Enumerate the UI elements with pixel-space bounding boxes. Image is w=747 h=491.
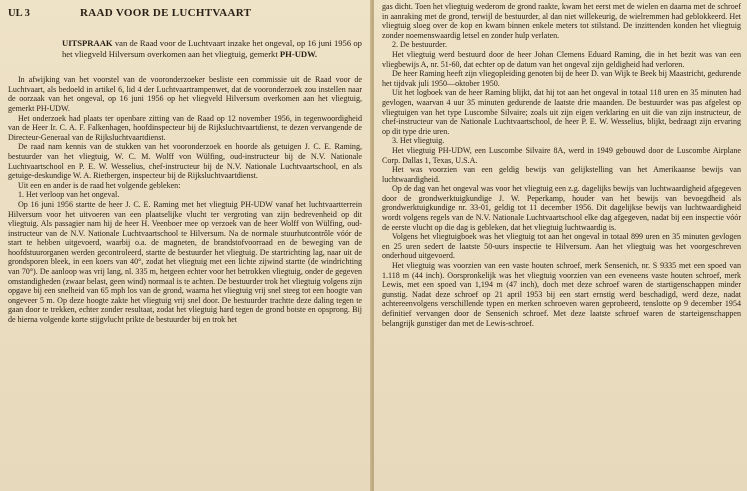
section-heading: 3. Het vliegtuig. bbox=[392, 136, 445, 146]
page-number: UL 3 bbox=[8, 8, 30, 19]
paragraph: De heer Raming heeft zijn vliegopleiding genoten bij de heer D. van Wijk te Beek bij Maastricht, gedurende het tijdvak juli 1950—oktober 1950. bbox=[382, 69, 741, 88]
paragraph: Het onderzoek had plaats ter openbare zitting van de Raad op 12 november 1956, in tegenwoordigheid van de Heer Ir. C. A. F. Falkenhagen, hoofdinspecteur bij de Rijksluchtvaartdienst, te dezen vervangende de Directeur-Generaal van de Rijksluchtvaartdienst. bbox=[8, 113, 362, 142]
verdict-intro bbox=[62, 38, 362, 59]
paragraph: gas dicht. Toen het vliegtuig wederom de grond raakte, kwam het eerst met de wielen en daarna met de schroef in aanraking met de grond, terwijl de bestuurder, al dan niet willekeurig, de wielremmen had geblokkeerd. Het vliegtuig sloeg over de kop en kwam binnen enkele meters tot stilstand. De inzittenden konden het vliegtuig zonder noemenswaardig letsel en zonder hulp verlaten. bbox=[382, 2, 741, 40]
paragraph: Op 16 juni 1956 startte de heer J. C. E. Raming met het vliegtuig PH-UDW vanaf het luchtvaartterrein Hilversum voor het uitvoeren van een plaatselijke vlucht ter vergroting van zijn bedrevenheid op dit vliegtuig. Als passagier nam hij de heer H. Veenboer mee op verzoek van de heer Wolff von Wülfing, oud-instructeur van de N.V. Nationale Luchtvaartschool te Hilversum. Na de normale stuurhutcontrôle vóór de start te hebben uitgevoerd, waarbij o.a. de magneten, de brandstofvoorraad en de beweging van de hoofdstuurorganen werden gecontroleerd, startte de bestuurder het vliegtuig. De startrichting lag, naar uit de grondsporen bleek, in een koers van 40°, zodat het vliegtuig met een lichte zijwind startte (de windrichting van 70°). De aanloop was vrij lang, nl. 335 m, hetgeen echter voor het betrokken vliegtuig, onder de gegeven omstandigheden (zwaar belast, geen wind) normaal is te achten. De bestuurder trok het vliegtuig volgens zijn opgave bij een snelheid van 65 mph los van de grond, waarna het vliegtuig vrij snel steeg tot een hoogte van ongeveer 5 m. Op deze hoogte zakte het vliegtuig vrij snel door. De bestuurder trachtte deze daling tegen te gaan door te trekken, echter zonder resultaat, zodat het vliegtuig hard tegen de grond botste en opsprong. Bij de hierna volgende korte stijgvlucht prikte de bestuurder bij en trok het bbox=[8, 199, 362, 325]
right-page bbox=[374, 0, 747, 491]
paragraph: Het was voorzien van een geldig bewijs van gelijkstelling van het Amerikaanse bewijs van luchtwaardigheid. bbox=[382, 165, 741, 184]
section-heading: 2. De bestuurder. bbox=[392, 40, 447, 50]
section-heading: 1. Het verloop van het ongeval. bbox=[18, 190, 120, 200]
paragraph: De raad nam kennis van de stukken van het vooronderzoek en hoorde als getuigen J. C. E. Raming, bestuurder van het vliegtuig, W. C. M. Wolff von Wülfing, oud-instructeur bij de N.V. Nationale Luchtvaartschool en P. E. W. Wesselius, chef-instructeur bij de N.V. Nationale Luchtvaartschool, en als getuige-deskundige W. A. Rietbergen, inspecteur bij de Rijksluchtvaartdienst. bbox=[8, 142, 362, 181]
verdict-label: UITSPRAAK bbox=[62, 38, 113, 48]
running-head bbox=[8, 2, 362, 24]
paragraph: Op de dag van het ongeval was voor het vliegtuig een z.g. dagelijks bewijs van luchtwaardigheid afgegeven door de grondwerktuigkundige J. W. Peperkamp, houder van het bewijs van bevoegdheid als grondwerktuigkundige nr. 33-01, geldig tot 11 december 1956. Dit dagelijkse bewijs van luchtwaardigheid wordt volgens regels van de N.V. Nationale Luchtvaartschool elke dag afgegeven, nadat bij een inspectie vóór de eerste vlucht op die dag is gebleken, dat het vliegtuig luchtwaardig is. bbox=[382, 184, 741, 232]
paragraph: Het vliegtuig werd bestuurd door de heer Johan Clemens Eduard Raming, die in het bezit was van een vliegbewijs A, nr. 51-60, dat echter op de datum van het ongeval zijn geldigheid had verloren. bbox=[382, 49, 741, 69]
verdict-registration: PH-UDW. bbox=[279, 48, 318, 59]
verdict-text: van de Raad voor de Luchtvaart inzake het ongeval, op 16 juni 1956 op het vliegveld Hilversum overkomen aan het vliegtuig, gemerkt bbox=[62, 38, 362, 59]
paragraph: Uit een en ander is de raad het volgende gebleken: bbox=[18, 180, 181, 190]
left-page bbox=[0, 0, 372, 491]
paragraph: Het vliegtuig PH-UDW, een Luscombe Silvaire 8A, werd in 1949 gebouwd door de Luscombe Airplane Corp. Dallas 1, Texas, U.S.A. bbox=[382, 145, 741, 165]
paragraph: Het vliegtuig was voorzien van een vaste houten schroef, merk Sensenich, nr. S 9335 met een spoed van 1.118 m (44 inch). Oorspronkelijk was het vliegtuig voorzien van een eveneens vaste houten schroef, merk Lewis, met een spoed van 1,194 m (47 inch), doch met deze schroef waren de startigenschappen minder gunstig. Nadat deze schroef op 21 april 1953 bij een start ernstig werd beschadigd, werd deze, nadat achtereenvolgens verschillende typen en merken schroeven waren geprobeerd, tenslotte op 9 december 1954 definitief vervangen door de Sensenich schroef. Met deze laatste schroef waren de starteigenschappen belangrijk gunstiger dan met de Lewis-schroef. bbox=[382, 261, 741, 328]
paragraph: Uit het logboek van de heer Raming blijkt, dat hij tot aan het ongeval in totaal 118 uren en 35 minuten had gevlogen, waarvan 4 uur 35 minuten gedurende de laatste drie maanden. De bestuurder was pas afgelest op vliegtuigen van het type Luscombe Silvaire; zoals uit zijn eigen verklaring en uit die van zijn instructeur, de chef-instructeur van de Nationale Luchtvaartschool, de heer P. E. W. Wesselius, blijkt, bedraagt zijn ervaring op dit type drie uren. bbox=[382, 88, 741, 136]
page-heading: RAAD VOOR DE LUCHTVAART bbox=[80, 7, 252, 19]
paragraph: In afwijking van het voorstel van de vooronderzoeker besliste een commissie uit de Raad voor de Luchtvaart, als bedoeld in artikel 6, lid 4 der Luchtvaartrampenwet, dat de vooronderzoek zou instellen naar de oorzaak van het ongeval, op 16 juni 1956 op het vliegveld Hilversum overkomen aan het vliegtuig, gemerkt PH-UDW. bbox=[8, 75, 362, 113]
paragraph: Volgens het vliegtuigboek was het vliegtuig tot aan het ongeval in totaal 899 uren en 35 minuten gevlogen en 25 uren sedert de laatste 50-uurs inspectie te Hilversum. Aan het vliegtuig was het voorgeschreven onderhoud uitgevoerd. bbox=[382, 232, 741, 261]
